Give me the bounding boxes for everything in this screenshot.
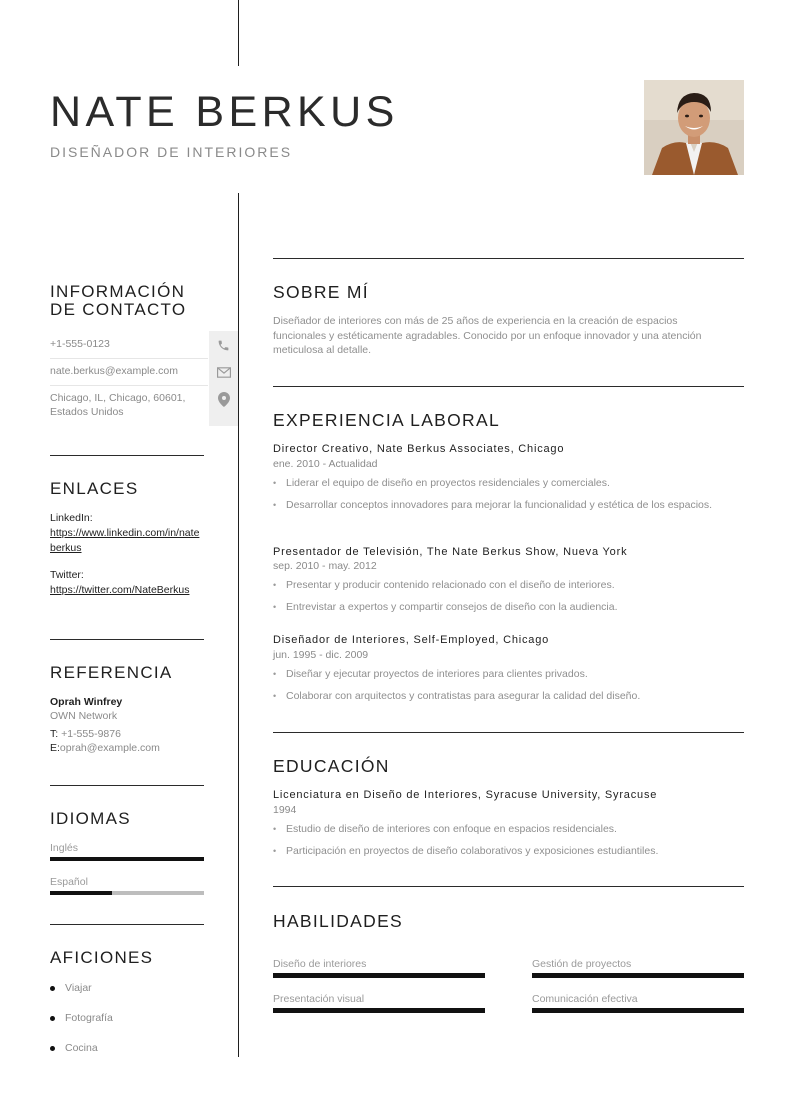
experience-section-title: EXPERIENCIA LABORAL xyxy=(273,410,501,430)
contact-phone[interactable]: +1-555-0123 xyxy=(50,338,110,350)
address-line1: Chicago, IL, Chicago, 60601, xyxy=(50,392,186,404)
hobby-label: Cocina xyxy=(65,1042,98,1054)
skill-level-bar xyxy=(273,973,485,978)
job-dates: ene. 2010 - Actualidad xyxy=(273,458,378,470)
hobbies-section-title: AFICIONES xyxy=(50,948,154,967)
candidate-name: NATE BERKUS xyxy=(50,88,399,136)
location-pin-icon xyxy=(209,386,238,413)
language-label: Inglés xyxy=(50,842,79,854)
skill-label: Comunicación efectiva xyxy=(532,993,638,1005)
job-bullet: • Liderar el equipo de diseño en proyectos residenciales y comerciales. xyxy=(273,476,723,491)
job-heading: Presentador de Televisión, The Nate Berkus Show, Nueva York xyxy=(273,546,628,558)
skill-label: Presentación visual xyxy=(273,993,365,1005)
job-bullet: • Diseñar y ejecutar proyectos de interiores para clientes privados. xyxy=(273,667,723,682)
hobby-item xyxy=(50,1042,98,1054)
hobby-label: Viajar xyxy=(65,982,92,994)
hobby-label: Fotografía xyxy=(65,1012,113,1024)
languages-section-title: IDIOMAS xyxy=(50,809,131,828)
job-dates: jun. 1995 - dic. 2009 xyxy=(273,649,369,661)
skill-label: Gestión de proyectos xyxy=(532,958,632,970)
education-degree: Licenciatura en Diseño de Interiores, Syracuse University, Syracuse xyxy=(273,789,658,801)
contact-separator xyxy=(50,358,208,359)
linkedin-link[interactable]: https://www.linkedin.com/in/nateberkus xyxy=(50,527,200,554)
twitter-label: Twitter: xyxy=(50,569,84,581)
reference-section-title: REFERENCIA xyxy=(50,663,173,682)
job-dates: sep. 2010 - may. 2012 xyxy=(273,560,377,572)
education-bullet: • Estudio de diseño de interiores con enfoque en espacios residenciales. xyxy=(273,822,723,837)
skill-level-bar xyxy=(532,973,744,978)
twitter-link[interactable]: https://twitter.com/NateBerkus xyxy=(50,584,190,596)
reference-email[interactable]: oprah@example.com xyxy=(59,742,160,754)
skill-level-bar xyxy=(532,1008,744,1013)
section-divider xyxy=(273,258,744,259)
skill-level-bar xyxy=(273,1008,485,1013)
contact-email[interactable]: nate.berkus@example.com xyxy=(50,365,178,377)
reference-email-label: E: xyxy=(50,742,60,754)
contact-title-line2: DE CONTACTO xyxy=(50,300,187,319)
sidebar-divider xyxy=(50,924,204,925)
skill-label: Diseño de interiores xyxy=(273,958,367,970)
contact-section-title xyxy=(50,283,186,319)
job-bullet: • Desarrollar conceptos innovadores para mejorar la funcionalidad y estética de los espacios. xyxy=(273,498,723,513)
education-bullet: • Participación en proyectos de diseño colaborativos y exposiciones estudiantiles. xyxy=(273,844,723,859)
job-title: DISEÑADOR DE INTERIORES xyxy=(50,144,293,160)
links-section-title: ENLACES xyxy=(50,479,139,498)
about-section-title: SOBRE MÍ xyxy=(273,282,369,302)
contact-title-line1: INFORMACIÓN xyxy=(50,282,186,301)
contact-separator xyxy=(50,385,208,386)
job-heading: Director Creativo, Nate Berkus Associates, Chicago xyxy=(273,443,565,455)
address-line2: Estados Unidos xyxy=(50,406,124,418)
job-bullet: • Colaborar con arquitectos y contratistas para asegurar la calidad del diseño. xyxy=(273,689,723,704)
section-divider xyxy=(273,886,744,887)
top-divider-line xyxy=(238,0,239,66)
job-bullet: • Presentar y producir contenido relacionado con el diseño de interiores. xyxy=(273,578,723,593)
bullet-dot-icon xyxy=(50,1016,55,1021)
section-divider xyxy=(273,732,744,733)
phone-icon xyxy=(209,332,238,359)
sidebar-divider xyxy=(50,455,204,456)
sidebar-divider xyxy=(50,785,204,786)
hobby-item xyxy=(50,1012,113,1024)
reference-phone[interactable]: +1-555-9876 xyxy=(61,728,121,740)
education-year: 1994 xyxy=(273,804,297,816)
job-bullet: • Entrevistar a expertos y compartir consejos de diseño con la audiencia. xyxy=(273,600,723,615)
reference-name: Oprah Winfrey xyxy=(50,696,123,708)
contact-address xyxy=(50,391,200,419)
skills-section-title: HABILIDADES xyxy=(273,911,404,931)
language-label: Español xyxy=(50,876,88,888)
reference-phone-label: T: xyxy=(50,728,59,740)
sidebar-divider-line xyxy=(238,193,239,1057)
section-divider xyxy=(273,386,744,387)
language-level-bar xyxy=(50,891,204,895)
bullet-dot-icon xyxy=(50,1046,55,1051)
language-level-fill xyxy=(50,857,204,861)
contact-icon-strip xyxy=(209,331,238,426)
language-level-fill xyxy=(50,891,112,895)
job-heading: Diseñador de Interiores, Self-Employed, Chicago xyxy=(273,634,550,646)
profile-photo xyxy=(644,80,744,175)
bullet-dot-icon xyxy=(50,986,55,991)
about-text: Diseñador de interiores con más de 25 años de experiencia en la creación de espacios funcionales y estéticamente agradables. Conocido por un enfoque innovador y una atención meticulosa al detalle. xyxy=(273,315,702,356)
hobby-item xyxy=(50,982,92,994)
language-level-bar xyxy=(50,857,204,861)
reference-phone-row xyxy=(50,728,121,740)
linkedin-label: LinkedIn: xyxy=(50,512,93,524)
reference-email-row xyxy=(50,742,160,754)
education-section-title: EDUCACIÓN xyxy=(273,756,390,776)
sidebar-divider xyxy=(50,639,204,640)
reference-company: OWN Network xyxy=(50,710,118,722)
envelope-icon xyxy=(209,359,238,386)
